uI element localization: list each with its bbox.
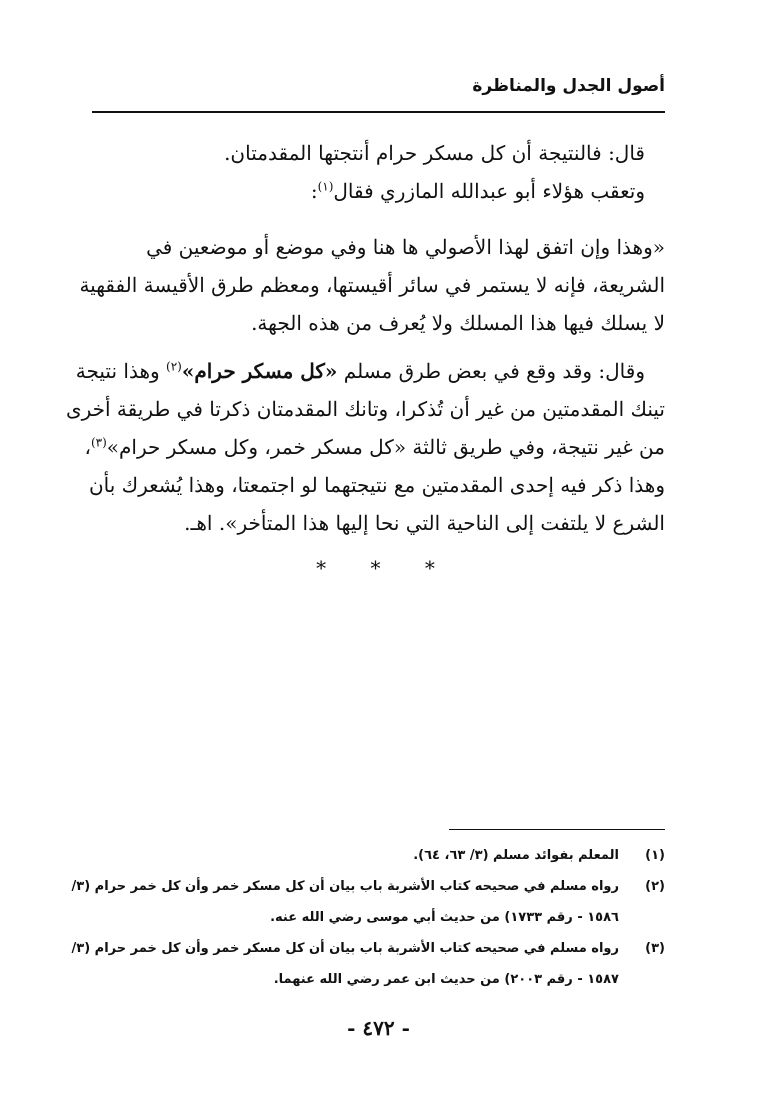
- footnote: [71, 933, 665, 995]
- footnote-line: رواه مسلم في صحيحه كتاب الأشربة باب بيان أن كل مسكر خمر وأن كل خمر حرام (٣/: [71, 879, 619, 894]
- footnote-line: ١٥٨٧ - رقم ٢٠٠٣) من حديث ابن عمر رضي الله عنهما.: [273, 972, 619, 987]
- section-separator: [0, 556, 757, 580]
- text-line: [84, 428, 665, 466]
- text-line: قال: فالنتيجة أن كل مسكر حرام أنتجتها المقدمتان.: [224, 141, 645, 165]
- footnote-ref-2: (٢): [166, 359, 182, 374]
- text-line: لا يسلك فيها هذا المسلك ولا يُعرف من هذه الجهة.: [251, 311, 665, 335]
- bold-quote: «كل مسكر حرام»: [181, 359, 338, 383]
- footnote-line: المعلم بفوائد مسلم (٣/ ٦٣، ٦٤).: [413, 848, 619, 863]
- asterisk-icon: *: [316, 556, 333, 580]
- text-line: الشريعة، فإنه لا يستمر في سائر أقيستها، ومعظم طرق الأقيسة الفقهية: [79, 273, 665, 297]
- asterisk-icon: *: [370, 556, 387, 580]
- page-number: - ٤٧٢ -: [347, 1016, 410, 1040]
- header-rule: [92, 111, 665, 113]
- text-line: الشرع لا يلتفت إلى الناحية التي نحا إليها هذا المتأخر». اهـ.: [184, 511, 665, 535]
- footnote: [92, 840, 665, 871]
- footnote-line: ١٥٨٦ - رقم ١٧٣٣) من حديث أبي موسى رضي الله عنه.: [270, 910, 619, 925]
- paragraph-3: [65, 352, 665, 542]
- paragraph-1: [92, 134, 665, 210]
- text-line: وهذا ذكر فيه إحدى المقدمتين مع نتيجتهما لو اجتمعتا، وهذا يُشعرك بأن: [88, 473, 665, 497]
- text-run: من غير نتيجة، وفي طريق ثالثة «كل مسكر خمر، وكل مسكر حرام»: [106, 435, 665, 459]
- footnote-ref-1: (١): [317, 179, 334, 194]
- text-run: :: [310, 179, 318, 203]
- footnote-line: رواه مسلم في صحيحه كتاب الأشربة باب بيان أن كل مسكر خمر وأن كل خمر حرام (٣/: [71, 941, 619, 956]
- running-head: أصول الجدل والمناظرة: [472, 76, 665, 96]
- text-line: [92, 172, 665, 210]
- text-run: وهذا نتيجة: [75, 359, 167, 383]
- footnotes: [71, 840, 665, 995]
- text-line: «وهذا وإن اتفق لهذا الأصولي ها هنا وفي موضع أو موضعين في: [146, 235, 665, 259]
- text-run: وقال: وقد وقع في بعض طرق مسلم: [337, 359, 645, 383]
- text-line: [75, 352, 665, 390]
- footnote: [71, 871, 665, 933]
- paragraph-2: [79, 228, 665, 342]
- asterisk-icon: *: [424, 556, 441, 580]
- footnote-ref-3: (٣): [90, 435, 107, 450]
- footnote-rule: [449, 829, 665, 830]
- footnote-number: (٢): [645, 879, 665, 894]
- text-run: ،: [84, 435, 91, 459]
- footnote-number: (٣): [645, 941, 665, 956]
- text-run: وتعقب هؤلاء أبو عبدالله المازري فقال: [333, 179, 645, 203]
- footnote-number: (١): [645, 848, 665, 863]
- text-line: تينك المقدمتين من غير أن تُذكرا، وتانك المقدمتان ذكرتا في طريقة أخرى: [65, 397, 665, 421]
